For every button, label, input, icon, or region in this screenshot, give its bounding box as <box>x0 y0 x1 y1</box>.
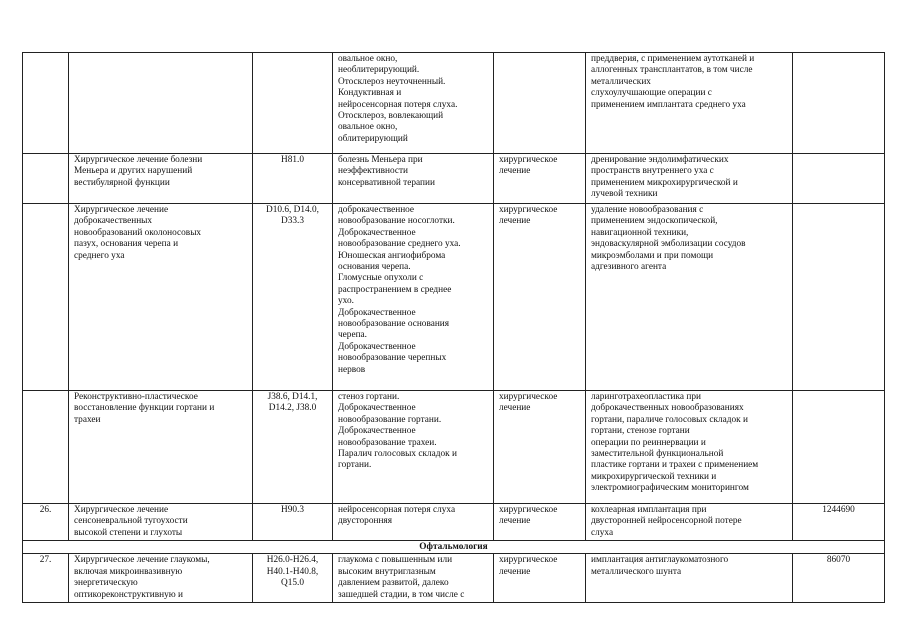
section-title: Офтальмология <box>23 541 885 554</box>
section-header-row <box>23 541 885 554</box>
table-row <box>23 154 885 204</box>
icd-code <box>253 53 333 154</box>
care-type-name: Хирургическое лечение болезни Меньера и других нарушений вестибулярной функции <box>69 154 253 204</box>
treatment-method: дренирование эндолимфатических пространств внутреннего уха с применением микрохирургической и лучевой техники <box>586 154 793 204</box>
table-row <box>23 554 885 603</box>
treatment-type: хирургическое лечение <box>494 554 586 603</box>
patient-model: глаукома с повышенным или высоким внутриглазным давлением развитой, далеко зашедшей стадии, в том числе с <box>333 554 494 603</box>
cost-norm: 86070 <box>793 554 885 603</box>
patient-model: болезнь Меньера при неэффективности консервативной терапии <box>333 154 494 204</box>
cost-norm <box>793 391 885 504</box>
row-number <box>23 53 69 154</box>
treatment-type: хирургическое лечение <box>494 154 586 204</box>
cost-norm <box>793 53 885 154</box>
table-row <box>23 53 885 154</box>
cost-norm: 1244690 <box>793 504 885 541</box>
icd-code: J38.6, D14.1, D14.2, J38.0 <box>253 391 333 504</box>
medical-care-table <box>22 52 885 603</box>
treatment-type: хирургическое лечение <box>494 391 586 504</box>
table-row <box>23 391 885 504</box>
icd-code: H26.0-H26.4, H40.1-H40.8, Q15.0 <box>253 554 333 603</box>
patient-model: стеноз гортани. Доброкачественное новообразование гортани. Доброкачественное новообразование трахеи. Паралич голосовых складок и гортани. <box>333 391 494 504</box>
icd-code: H81.0 <box>253 154 333 204</box>
patient-model: овальное окно, необлитерирующий. Отосклероз неуточненный. Кондуктивная и нейросенсорная потеря слуха. Отосклероз, вовлекающий овальное окно, облитерирующий <box>333 53 494 154</box>
icd-code: D10.6, D14.0, D33.3 <box>253 204 333 391</box>
table-row <box>23 204 885 391</box>
treatment-method: кохлеарная имплантация при двусторонней нейросенсорной потере слуха <box>586 504 793 541</box>
row-number <box>23 391 69 504</box>
treatment-type: хирургическое лечение <box>494 504 586 541</box>
cost-norm <box>793 204 885 391</box>
table-row <box>23 504 885 541</box>
row-number <box>23 154 69 204</box>
patient-model: доброкачественное новообразование носоглотки. Доброкачественное новообразование среднего уха. Юношеская ангиофиброма основания черепа. Гломусные опухоли с распространением в среднее ухо. Доброкачественное новообразование основания черепа. Доброкачественное новообразование черепных нервов <box>333 204 494 391</box>
treatment-method: удаление новообразования с применением эндоскопической, навигационной техники, эндоваскулярной эмболизации сосудов микроэмболами и при помощи адгезивного агента <box>586 204 793 391</box>
row-number: 26. <box>23 504 69 541</box>
care-type-name: Хирургическое лечение доброкачественных новообразований околоносовых пазух, основания черепа и среднего уха <box>69 204 253 391</box>
treatment-method: преддверия, с применением аутотканей и аллогенных трансплантатов, в том числе металлических слухоулучшающие операции с применением имплантата среднего уха <box>586 53 793 154</box>
icd-code: H90.3 <box>253 504 333 541</box>
row-number: 27. <box>23 554 69 603</box>
row-number <box>23 204 69 391</box>
care-type-name <box>69 53 253 154</box>
care-type-name: Реконструктивно-пластическое восстановление функции гортани и трахеи <box>69 391 253 504</box>
treatment-type: хирургическое лечение <box>494 204 586 391</box>
treatment-method: ларинготрахеопластика при доброкачественных новообразованиях гортани, параличе голосовых складок и гортани, стенозе гортани операции по реиннервации и заместительной функциональной пластике гортани и трахеи с применением микрохирургической техники и электромиографическим мониторингом <box>586 391 793 504</box>
patient-model: нейросенсорная потеря слуха двусторонняя <box>333 504 494 541</box>
treatment-method: имплантация антиглаукоматозного металлического шунта <box>586 554 793 603</box>
care-type-name: Хирургическое лечение глаукомы, включая микроинвазивную энергетическую оптикореконструктивную и <box>69 554 253 603</box>
treatment-type <box>494 53 586 154</box>
care-type-name: Хирургическое лечение сенсоневральной тугоухости высокой степени и глухоты <box>69 504 253 541</box>
cost-norm <box>793 154 885 204</box>
